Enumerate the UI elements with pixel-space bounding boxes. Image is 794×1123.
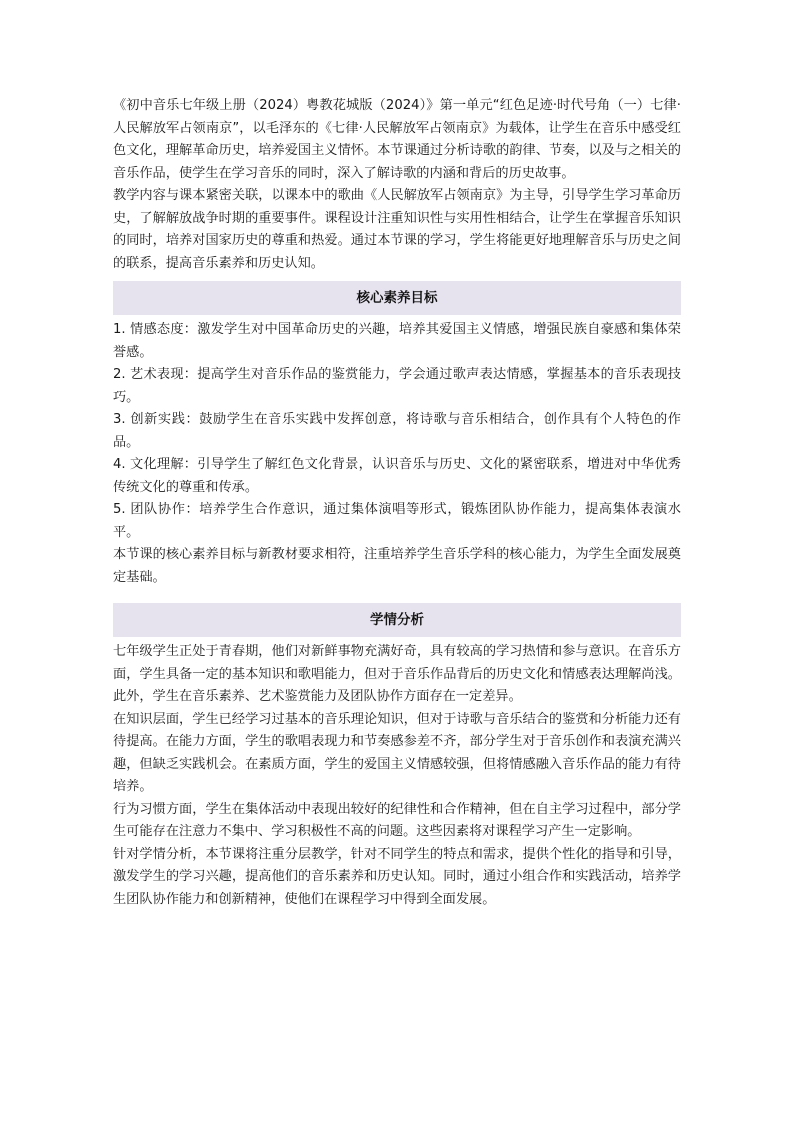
core-goal-item-5: 5. 团队协作：培养学生合作意识，通过集体演唱等形式，锻炼团队协作能力，提高集体表演水平。 [113, 502, 681, 540]
analysis-paragraph-3: 行为习惯方面，学生在集体活动中表现出较好的纪律性和合作精神，但在自主学习过程中，部分学生可能存在注意力不集中、学习积极性不高的问题。这些因素将对课程学习产生一定影响。 [113, 801, 681, 839]
document-body [113, 95, 681, 911]
analysis-paragraph-4: 针对学情分析，本节课将注重分层教学，针对不同学生的特点和需求，提供个性化的指导和引导，激发学生的学习兴趣，提高他们的音乐素养和历史认知。同时，通过小组合作和实践活动，培养学生团队协作能力和创新精神，使他们在课程学习中得到全面发展。 [113, 846, 681, 907]
core-goal-item-3: 3. 创新实践：鼓励学生在音乐实践中发挥创意，将诗歌与音乐相结合，创作具有个人特色的作品。 [113, 412, 681, 450]
intro-paragraph-2: 教学内容与课本紧密关联，以课本中的歌曲《人民解放军占领南京》为主导，引导学生学习革命历史，了解解放战争时期的重要事件。课程设计注重知识性与实用性相结合，让学生在掌握音乐知识的同时，培养对国家历史的尊重和热爱。通过本节课的学习，学生将能更好地理解音乐与历史之间的联系，提高音乐素养和历史认知。 [113, 188, 681, 271]
core-goal-item-4: 4. 文化理解：引导学生了解红色文化背景，认识音乐与历史、文化的紧密联系，增进对中华优秀传统文化的尊重和传承。 [113, 457, 681, 495]
student-analysis-heading: 学情分析 [113, 603, 681, 637]
core-goals-heading: 核心素养目标 [113, 281, 681, 315]
core-goal-item-2: 2. 艺术表现：提高学生对音乐作品的鉴赏能力，学会通过歌声表达情感，掌握基本的音乐表现技巧。 [113, 367, 681, 405]
intro-paragraph-1: 《初中音乐七年级上册（2024）粤教花城版（2024）》第一单元“红色足迹·时代号角（一）七律·人民解放军占领南京”，以毛泽东的《七律·人民解放军占领南京》为载体，让学生在音乐中感受红色文化，理解革命历史，培养爱国主义情怀。本节课通过分析诗歌的韵律、节奏，以及与之相关的音乐作品，使学生在学习音乐的同时，深入了解诗歌的内涵和背后的历史故事。 [113, 98, 681, 181]
core-goals-summary: 本节课的核心素养目标与新教材要求相符，注重培养学生音乐学科的核心能力，为学生全面发展奠定基础。 [113, 547, 681, 585]
core-goal-item-1: 1. 情感态度：激发学生对中国革命历史的兴趣，培养其爱国主义情感，增强民族自豪感和集体荣誉感。 [113, 322, 681, 360]
analysis-paragraph-2: 在知识层面，学生已经学习过基本的音乐理论知识，但对于诗歌与音乐结合的鉴赏和分析能力还有待提高。在能力方面，学生的歌唱表现力和节奏感参差不齐，部分学生对于音乐创作和表演充满兴趣，但缺乏实践机会。在素质方面，学生的爱国主义情感较强，但将情感融入音乐作品的能力有待培养。 [113, 711, 681, 794]
analysis-paragraph-1: 七年级学生正处于青春期，他们对新鲜事物充满好奇，具有较高的学习热情和参与意识。在音乐方面，学生具备一定的基本知识和歌唱能力，但对于音乐作品背后的历史文化和情感表达理解尚浅。此外，学生在音乐素养、艺术鉴赏能力及团队协作方面存在一定差异。 [113, 644, 681, 704]
